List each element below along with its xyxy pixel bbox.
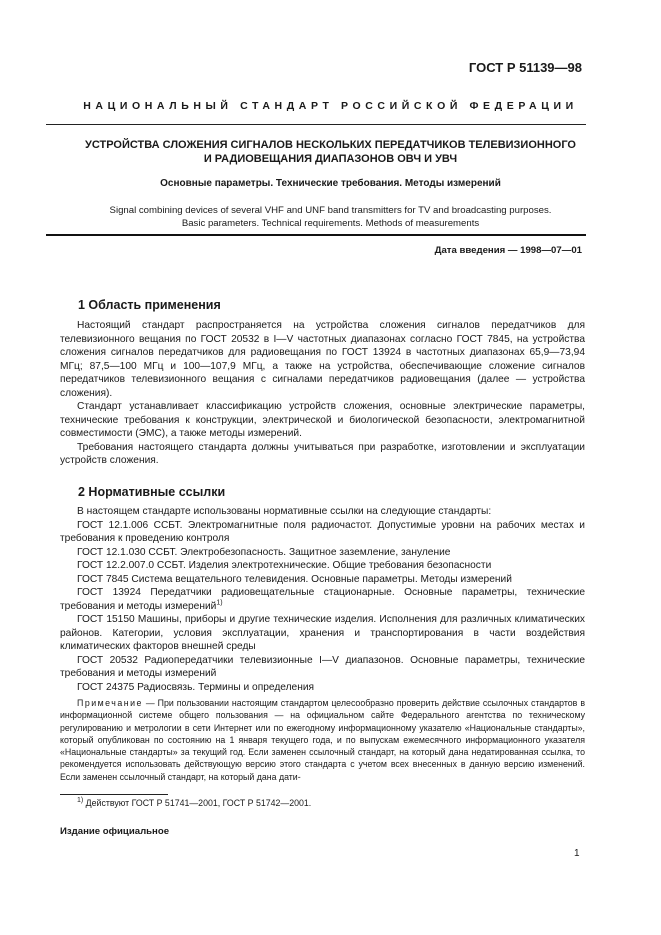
footnote-divider [60,794,168,795]
reference-item: ГОСТ 12.2.007.0 ССБТ. Изделия электротехнические. Общие требования безопасности [77,560,492,571]
reference-item: ГОСТ 15150 Машины, приборы и другие технические изделия. Исполнения для различных климатических районов. Категории, условия эксплуатации, хранения и транспортирования в части воздействия климатических факторов внешней среды [60,614,585,652]
note-paragraph [60,697,585,783]
note-text: — При пользовании настоящим стандартом целесообразно проверить действие ссылочных стандартов в информационной системе общего пользования — на официальном сайте Федерального агентства по техническому регулированию и метрологии в сети Интернет или по ежегодному информационному указателю «Национальные стандарты», который опубликован по состоянию на 1 января текущего года, и по выпускам ежемесячного информационного указателя «Национальные стандарты» за текущий год. Если заменен ссылочный стандарт, на который дана недатированная ссылка, то рекомендуется использовать действующую версию этого стандарта с учетом всех внесенных в данную версию изменений. Если заменен ссылочный стандарт, на который дана дати- [60,698,585,782]
official-edition-label: Издание официальное [60,826,170,837]
reference-item: ГОСТ 12.1.030 ССБТ. Электробезопасность. Защитное заземление, зануление [77,546,451,558]
reference-item [60,586,585,613]
title-divider [46,234,586,236]
section-1-body [60,319,585,468]
national-standard-heading: НАЦИОНАЛЬНЫЙ СТАНДАРТ РОССИЙСКОЙ ФЕДЕРАЦИИ [83,100,578,112]
english-title-line-1: Signal combining devices of several VHF and UNF band transmitters for TV and broadcasting purposes. [109,205,552,216]
reference-item: ГОСТ 20532 Радиопередатчики телевизионные I—V диапазонов. Основные параметры, технические требования и методы измерений [60,654,585,679]
top-divider [46,124,586,125]
note-block [60,697,585,783]
reference-text: ГОСТ 13924 Передатчики радиовещательные стационарные. Основные параметры, технические требования и методы измерений [60,587,585,612]
reference-item: ГОСТ 24375 Радиосвязь. Термины и определения [77,681,315,693]
footnote-number: 1) [77,797,84,805]
english-title [46,204,615,230]
section-2-intro: В настоящем стандарте использованы нормативные ссылки на следующие стандарты: [77,506,492,517]
footnote-text: Действуют ГОСТ Р 51741—2001, ГОСТ Р 51742—2001. [83,798,312,808]
section-1-paragraph: Требования настоящего стандарта должны учитываться при разработке, изготовлении и эксплуатации устройств сложения. [60,441,585,466]
reference-item: ГОСТ 7845 Система вещательного телевидения. Основные параметры. Методы измерений [77,573,512,585]
section-1-heading: 1 Область применения [78,298,221,312]
introduction-date: Дата введения — 1998—07—01 [434,245,582,256]
standard-number: ГОСТ Р 51139—98 [468,60,582,75]
note-label: Примечание [77,698,143,708]
section-2-heading: 2 Нормативные ссылки [78,485,226,499]
section-1-paragraph: Стандарт устанавливает классификацию устройств сложения, основные электрические параметры, технические требования к конструкции, электрической и биологической безопасности, электромагнитной совместимости (ЭМС), а также методы измерений. [60,401,585,439]
document-title [46,138,615,166]
title-line-1: УСТРОЙСТВА СЛОЖЕНИЯ СИГНАЛОВ НЕСКОЛЬКИХ ПЕРЕДАТЧИКОВ ТЕЛЕВИЗИОННОГО [85,139,576,151]
footnote [77,798,311,808]
title-line-2: И РАДИОВЕЩАНИЯ ДИАПАЗОНОВ ОВЧ И УВЧ [203,153,458,165]
reference-item: ГОСТ 12.1.006 ССБТ. Электромагнитные поля радиочастот. Допустимые уровни на рабочих местах и требования к проведению контроля [60,519,585,544]
footnote-marker: 1) [216,599,223,607]
section-2-body [60,505,585,694]
english-title-line-2: Basic parameters. Technical requirements. Methods of measurements [181,218,480,229]
page-number: 1 [574,848,580,859]
document-subtitle: Основные параметры. Технические требования. Методы измерений [160,178,501,189]
section-1-paragraph: Настоящий стандарт распространяется на устройства сложения сигналов передатчиков для телевизионного вещания по ГОСТ 20532 в I—V частотных диапазонах согласно ГОСТ 7845, на устройства сложения сигналов передатчиков для радиовещания по ГОСТ 13924 в частотных диапазонах 65,9—73,94 МГц; 87,5—100 МГц и 100—107,9 МГц, а также на устройства, обеспечивающие сложение сигналов передатчиков телевизионного вещания с сигналами передатчиков радиовещания (далее — устройства сложения). [60,320,585,399]
